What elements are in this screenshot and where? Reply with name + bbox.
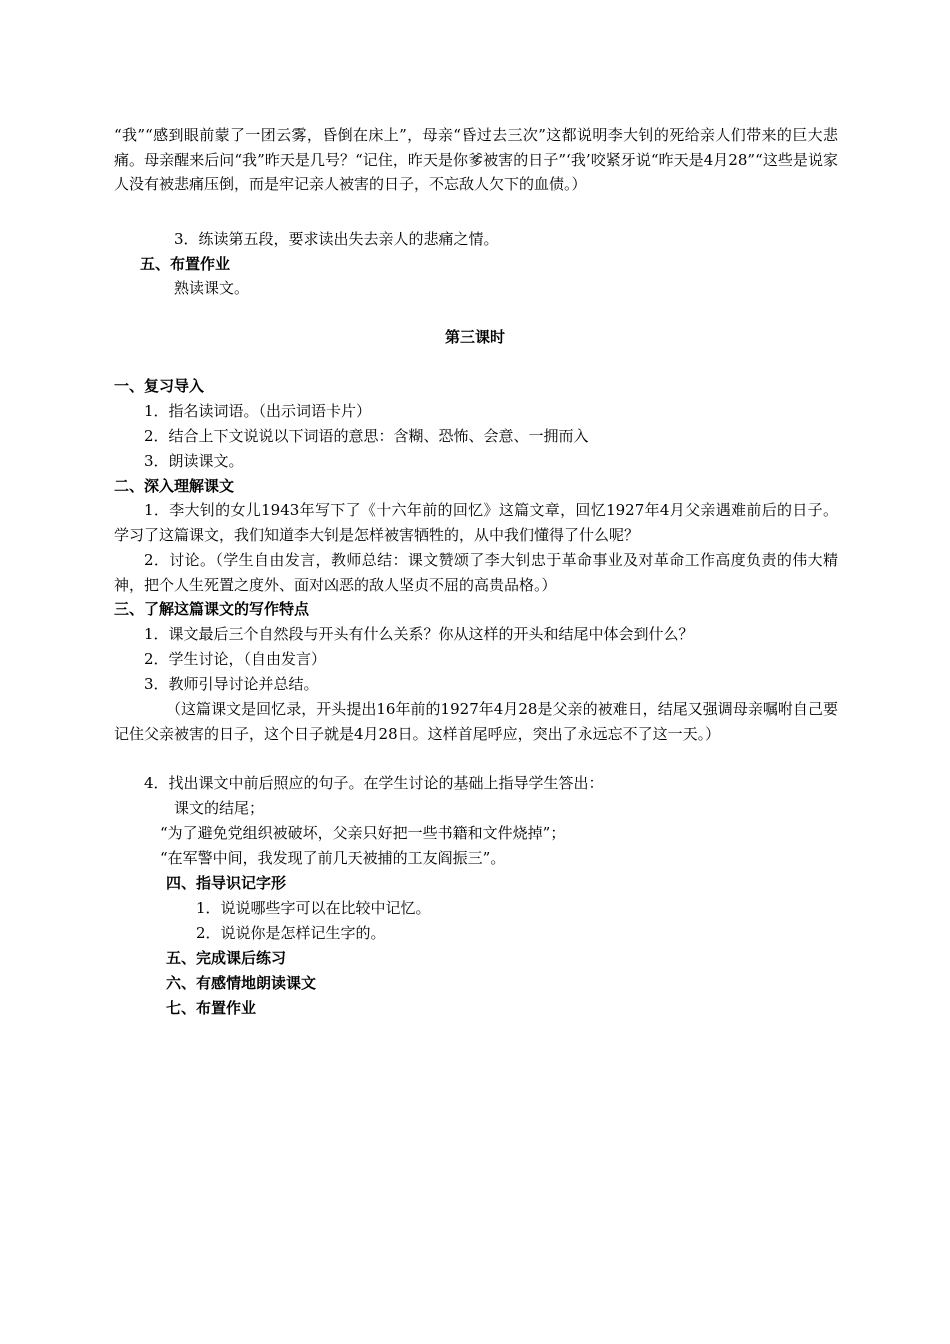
paragraph-closing-explanation: “我”“感到眼前蒙了一团云雾，昏倒在床上”，母亲“昏过去三次”这都说明李大钊的死给亲人们带来的巨大悲痛。母亲醒来后问“我”昨天是几号？“记住，昨天是你爹被害的日子”‘我’咬紧牙说“昨天是4月28”“这些是说家人没有被悲痛压倒，而是牢记亲人被害的日子，不忘敌人欠下的血债。） [114, 126, 838, 194]
list-item: 3．朗读课文。 [144, 452, 244, 470]
list-item: 2．说说你是怎样记生字的。 [196, 924, 386, 942]
list-item: 1．课文最后三个自然段与开头有什么关系？你从这样的开头和结尾中体会到什么？ [144, 625, 694, 643]
section-heading: 六、有感情地朗读课文 [166, 974, 317, 992]
lesson-title: 第三课时 [444, 328, 505, 346]
list-item: 3．练读第五段，要求读出失去亲人的悲痛之情。 [174, 230, 499, 248]
quote-line: “在军警中间，我发现了前几天被捕的工友阎振三”。 [160, 849, 506, 867]
quote-line: 课文的结尾； [174, 799, 265, 817]
summary-paragraph: （这篇课文是回忆录，开头提出16年前的1927年4月28是父亲的被难日，结尾又强调母亲嘱咐自己要记住父亲被害的日子，这个日子就是4月28日。这样首尾呼应，突出了永远忘不了这一天。） [114, 700, 838, 743]
section-heading: 四、指导识记字形 [166, 874, 287, 892]
list-item: 1．指名读词语。（出示词语卡片） [144, 402, 372, 420]
list-item: 2．学生讨论，（自由发言） [144, 650, 327, 668]
list-item: 2．结合上下文说说以下词语的意思：含糊、恐怖、会意、一拥而入 [144, 427, 589, 445]
section-heading: 五、布置作业 [140, 255, 231, 273]
list-item: 2．讨论。（学生自由发言，教师总结：课文赞颂了李大钊忠于革命事业及对革命工作高度负责的伟大精神，把个人生死置之度外、面对凶恶的敌人坚贞不屈的高贵品格。） [114, 551, 838, 594]
section-heading: 一、复习导入 [114, 377, 205, 395]
section-heading: 二、深入理解课文 [114, 477, 235, 495]
list-item: 3．教师引导讨论并总结。 [144, 675, 319, 693]
section-heading: 五、完成课后练习 [166, 949, 287, 967]
homework-text: 熟读课文。 [174, 279, 250, 297]
list-item: 1．说说哪些字可以在比较中记忆。 [196, 899, 431, 917]
list-item: 4．找出课文中前后照应的句子。在学生讨论的基础上指导学生答出： [144, 774, 604, 792]
section-heading: 三、了解这篇课文的写作特点 [114, 600, 310, 618]
section-heading: 七、布置作业 [166, 999, 257, 1017]
list-item: 1．李大钊的女儿1943年写下了《十六年前的回忆》这篇文章，回忆1927年4月父亲遇难前后的日子。学习了这篇课文，我们知道李大钊是怎样被害牺牲的，从中我们懂得了什么呢？ [114, 501, 838, 544]
quote-line: “为了避免党组织被破坏，父亲只好把一些书籍和文件烧掉”； [160, 824, 566, 842]
